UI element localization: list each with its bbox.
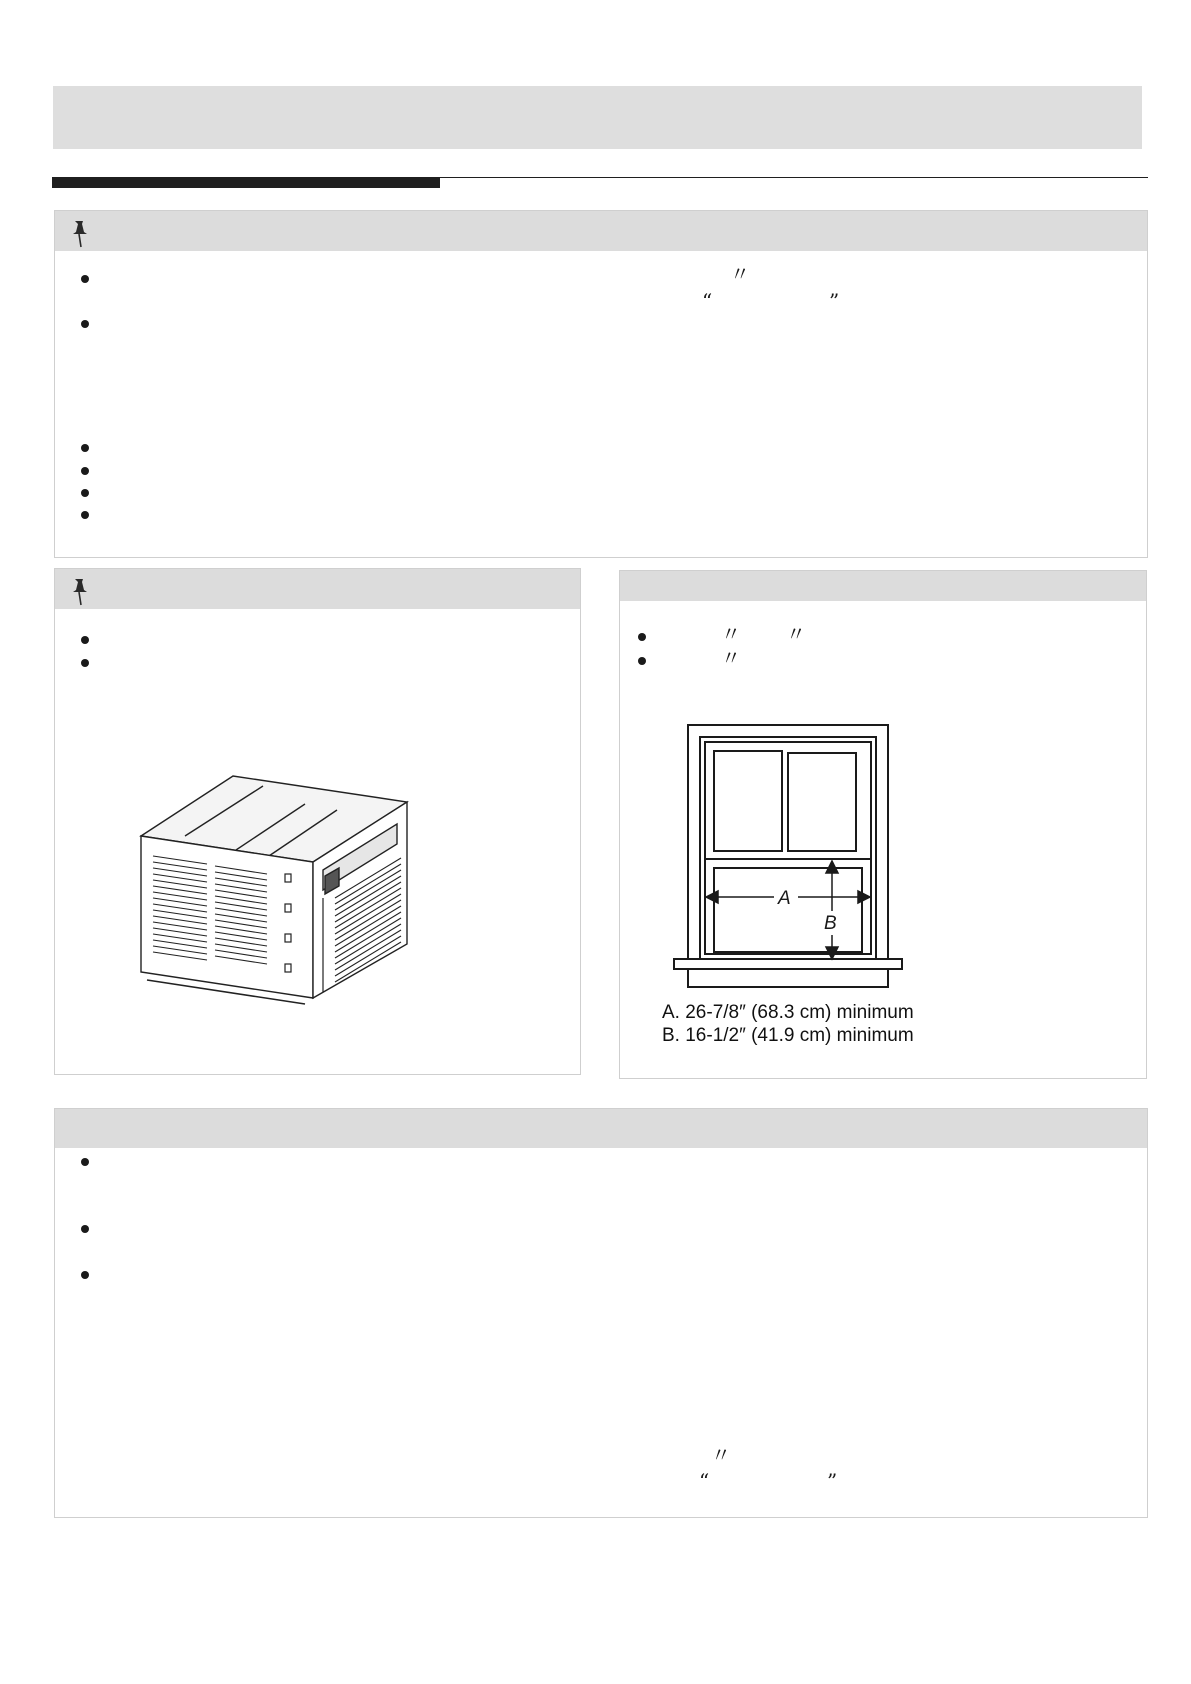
section-rule-thin xyxy=(440,177,1148,178)
dimension-label-b: B xyxy=(824,913,837,934)
note-box-unit xyxy=(54,568,581,1075)
window-requirements-box xyxy=(619,570,1147,1079)
list-bullet xyxy=(81,636,89,644)
dimension-caption-b: B. 16-1/2″ (41.9 cm) minimum xyxy=(662,1025,914,1046)
double-prime-mark: 〃 xyxy=(730,262,750,286)
window-dimension-diagram xyxy=(672,723,920,995)
list-bullet xyxy=(638,633,646,641)
note-box-top-header xyxy=(55,211,1147,251)
list-bullet xyxy=(81,1158,89,1166)
double-prime-mark: 〃 xyxy=(721,646,741,670)
list-bullet xyxy=(81,511,89,519)
close-quote-mark: ” xyxy=(829,289,840,313)
dimension-label-a: A xyxy=(778,888,791,909)
section-rule-thick xyxy=(52,177,440,188)
list-bullet xyxy=(81,275,89,283)
note-box-bottom-header xyxy=(55,1109,1147,1148)
list-bullet xyxy=(81,489,89,497)
pushpin-icon xyxy=(69,219,91,249)
double-prime-mark: 〃 xyxy=(721,622,741,646)
list-bullet xyxy=(638,657,646,665)
open-quote-mark: “ xyxy=(702,289,713,313)
note-box-top xyxy=(54,210,1148,558)
window-requirements-header xyxy=(620,571,1146,601)
note-box-bottom xyxy=(54,1108,1148,1518)
dimension-caption-a: A. 26-7/8″ (68.3 cm) minimum xyxy=(662,1002,914,1023)
list-bullet xyxy=(81,1225,89,1233)
pushpin-icon xyxy=(69,577,91,607)
close-quote-mark: ” xyxy=(827,1469,838,1493)
double-prime-mark: 〃 xyxy=(786,622,806,646)
list-bullet xyxy=(81,1271,89,1279)
list-bullet xyxy=(81,444,89,452)
list-bullet xyxy=(81,467,89,475)
list-bullet xyxy=(81,659,89,667)
list-bullet xyxy=(81,320,89,328)
note-box-unit-header xyxy=(55,569,580,609)
open-quote-mark: “ xyxy=(699,1469,710,1493)
page-header-banner xyxy=(53,86,1142,149)
double-prime-mark: 〃 xyxy=(711,1443,731,1467)
air-conditioner-illustration xyxy=(135,774,455,1014)
